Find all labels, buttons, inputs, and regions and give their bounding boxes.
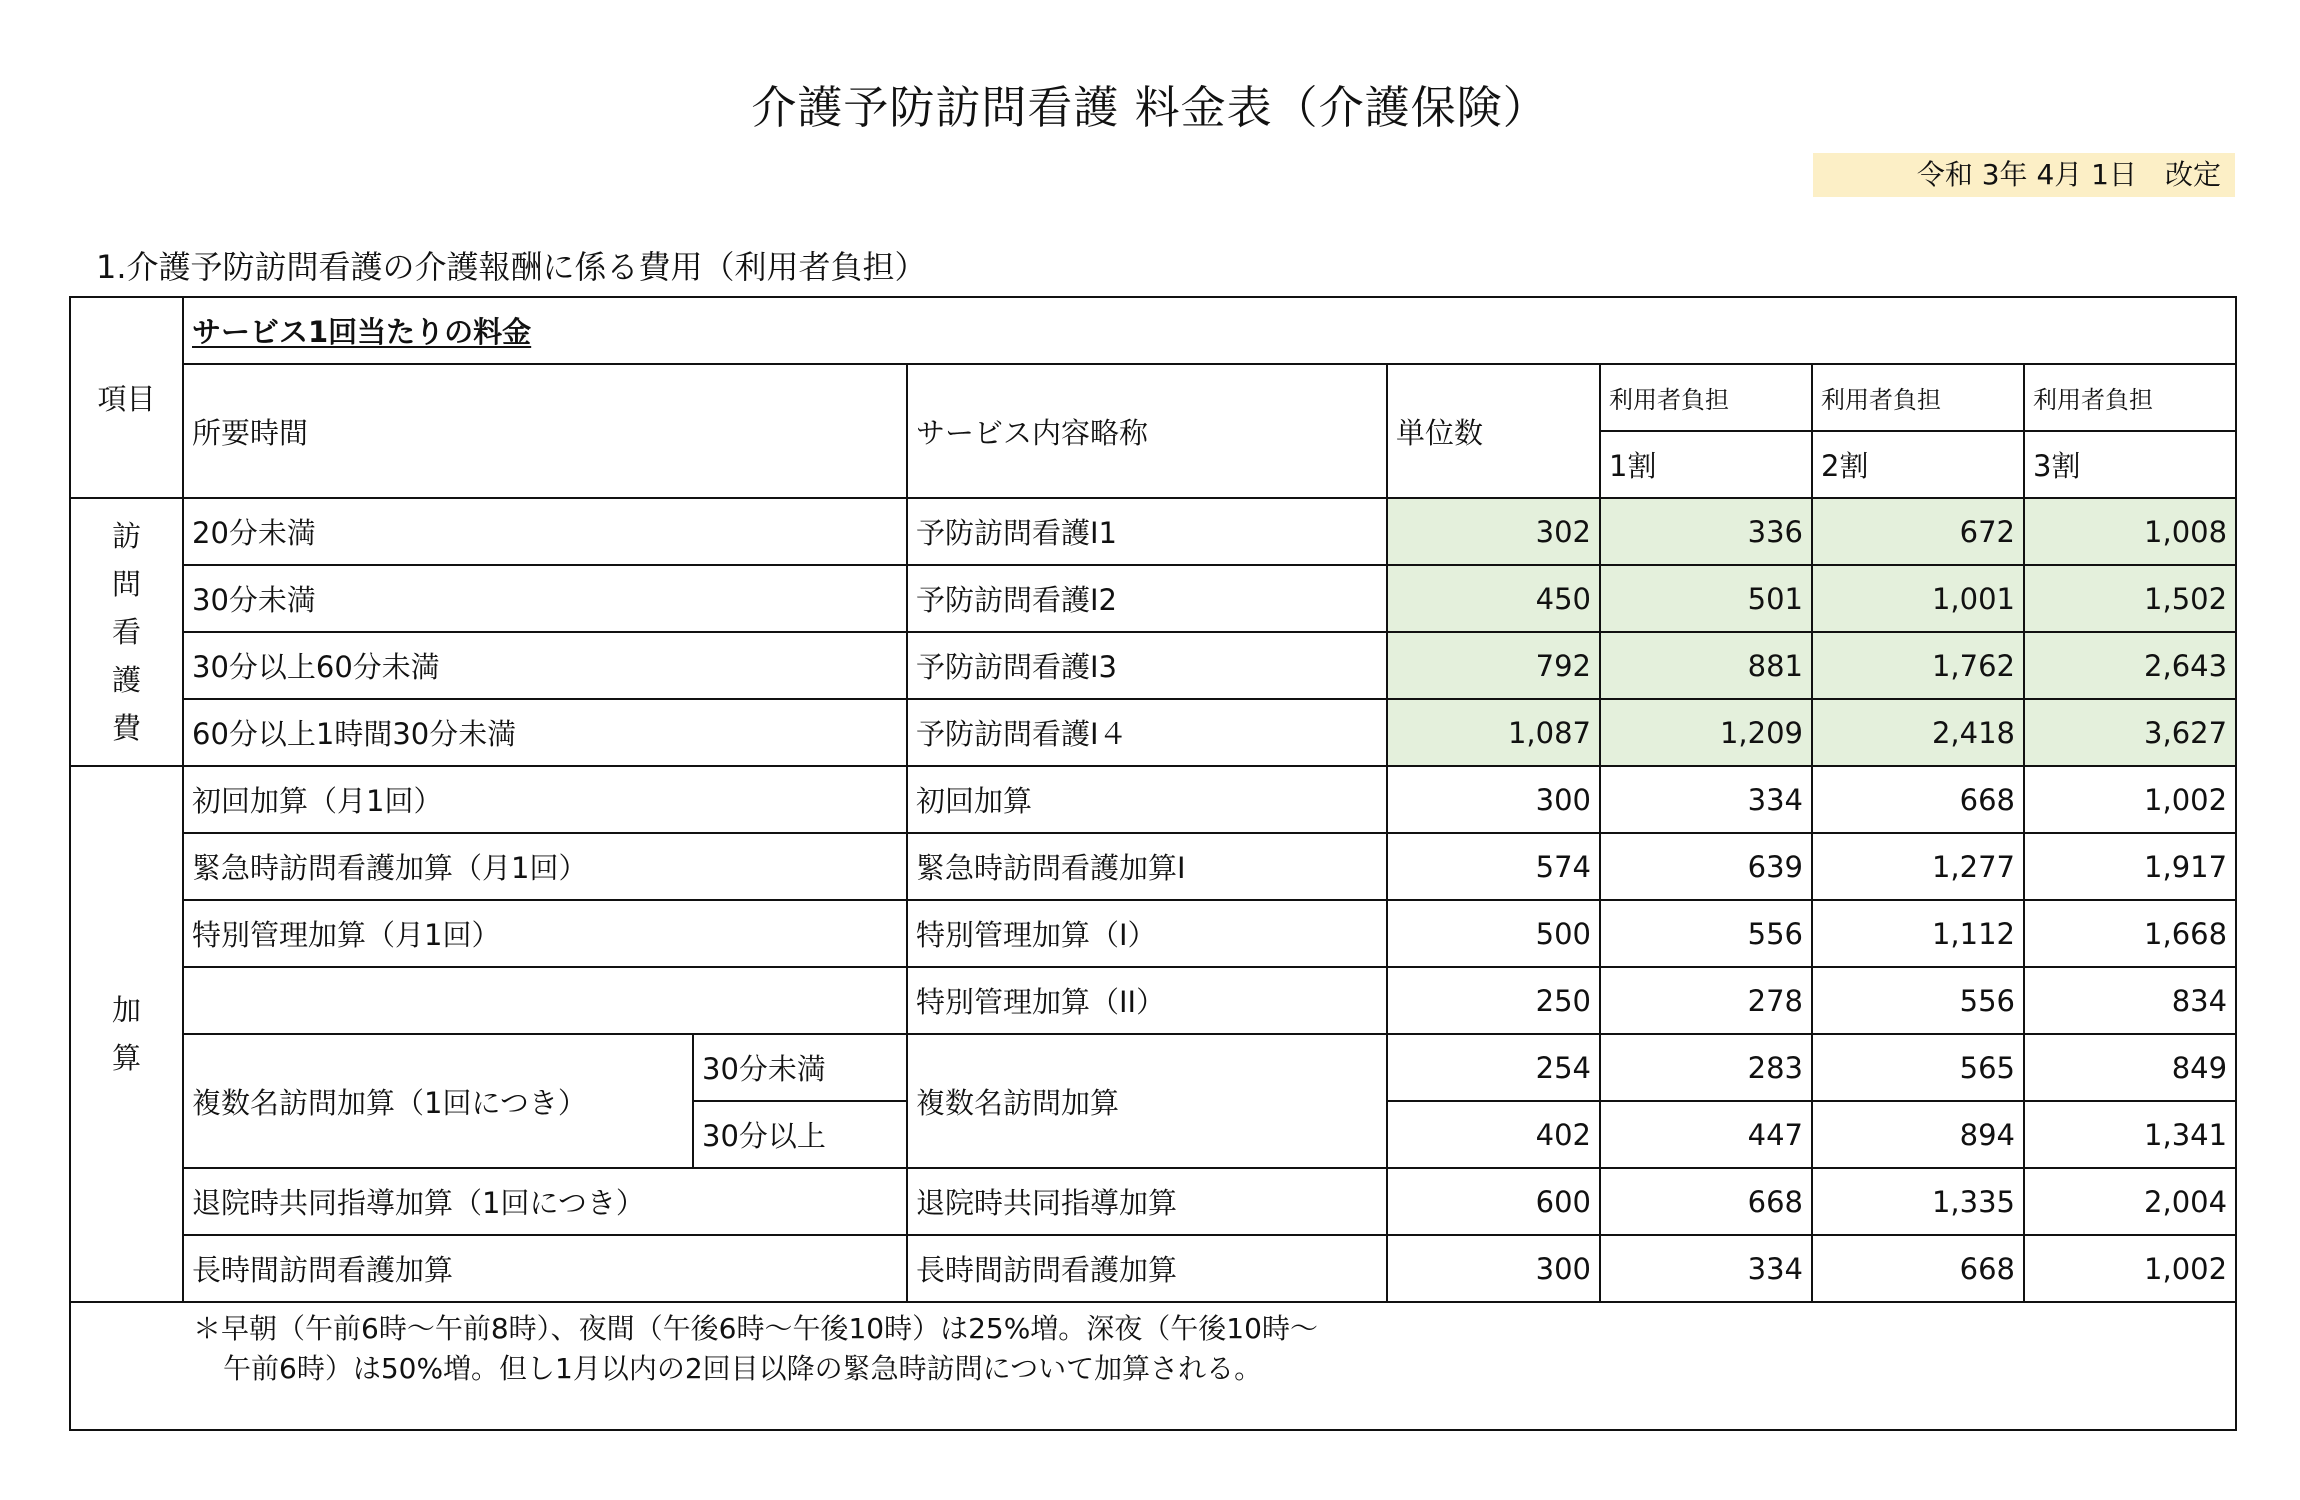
units-cell: 250 xyxy=(1387,967,1600,1034)
units-cell: 792 xyxy=(1387,632,1600,699)
table-row xyxy=(70,699,2236,766)
revision-date: 令和 3年 4月 1日 改定 xyxy=(1813,153,2235,197)
service-header: サービス1回当たりの料金 xyxy=(183,297,2236,364)
table-row xyxy=(70,1168,2236,1235)
service-cell: 特別管理加算（I） xyxy=(907,900,1387,967)
multi-sub-cell: 30分以上 xyxy=(693,1101,907,1168)
units-cell: 574 xyxy=(1387,833,1600,900)
time-cell: 30分以上60分未満 xyxy=(183,632,907,699)
units-cell: 302 xyxy=(1387,498,1600,565)
table-row xyxy=(70,900,2236,967)
units-cell: 300 xyxy=(1387,766,1600,833)
burden-2-cell: 2,418 xyxy=(1812,699,2024,766)
units-cell: 402 xyxy=(1387,1101,1600,1168)
table-row xyxy=(70,766,2236,833)
table-row xyxy=(70,632,2236,699)
table-row xyxy=(70,565,2236,632)
burden-2-cell: 668 xyxy=(1812,1235,2024,1302)
burden-2-cell: 1,112 xyxy=(1812,900,2024,967)
table-row xyxy=(70,498,2236,565)
burden-3-cell: 1,502 xyxy=(2024,565,2236,632)
units-cell: 254 xyxy=(1387,1034,1600,1101)
burden-3-cell: 1,002 xyxy=(2024,766,2236,833)
group-label-char: 問 xyxy=(111,567,141,601)
burden-2-cell: 668 xyxy=(1812,766,2024,833)
time-cell: 60分以上1時間30分未満 xyxy=(183,699,907,766)
multi-service-cell: 複数名訪問加算 xyxy=(907,1034,1387,1168)
document-title: 介護予防訪問看護 料金表（介護保険） xyxy=(751,81,1549,134)
service-cell: 特別管理加算（II） xyxy=(907,967,1387,1034)
burden-1-cell: 336 xyxy=(1600,498,1812,565)
service-cell: 退院時共同指導加算 xyxy=(907,1168,1387,1235)
burden-1-cell: 283 xyxy=(1600,1034,1812,1101)
time-cell: 退院時共同指導加算（1回につき） xyxy=(183,1168,907,1235)
service-cell: 予防訪問看護I1 xyxy=(907,498,1387,565)
burden-1-cell: 881 xyxy=(1600,632,1812,699)
units-cell: 600 xyxy=(1387,1168,1600,1235)
burden-1-cell: 334 xyxy=(1600,766,1812,833)
header-row-2 xyxy=(70,364,2236,431)
note-row xyxy=(70,1302,2236,1430)
time-cell: 初回加算（月1回） xyxy=(183,766,907,833)
time-cell: 長時間訪問看護加算 xyxy=(183,1235,907,1302)
group-label-addition xyxy=(70,766,183,1302)
burden-3-cell: 849 xyxy=(2024,1034,2236,1101)
burden-2-cell: 556 xyxy=(1812,967,2024,1034)
burden-1-cell: 639 xyxy=(1600,833,1812,900)
service-cell: 緊急時訪問看護加算Ⅰ xyxy=(907,833,1387,900)
units-cell: 1,087 xyxy=(1387,699,1600,766)
burden-3-cell: 834 xyxy=(2024,967,2236,1034)
burden-1-cell: 668 xyxy=(1600,1168,1812,1235)
burden-1-cell: 1,209 xyxy=(1600,699,1812,766)
burden-2-cell: 1,001 xyxy=(1812,565,2024,632)
time-cell: 緊急時訪問看護加算（月1回） xyxy=(183,833,907,900)
table-row xyxy=(70,1034,2236,1101)
time-cell: 20分未満 xyxy=(183,498,907,565)
group-label-char: 訪 xyxy=(111,519,141,553)
group-label-char: 護 xyxy=(111,663,141,697)
table-row xyxy=(70,833,2236,900)
footnote-cell xyxy=(70,1302,2236,1430)
footnote-line-1: ＊早朝（午前6時〜午前8時）、夜間（午後6時〜午後10時）は25%増。深夜（午後10時〜 xyxy=(193,1312,1318,1345)
burden-2-cell: 894 xyxy=(1812,1101,2024,1168)
time-cell: 特別管理加算（月1回） xyxy=(183,900,907,967)
col-time-header: 所要時間 xyxy=(183,364,907,498)
table-row xyxy=(70,1235,2236,1302)
burden-1-cell: 447 xyxy=(1600,1101,1812,1168)
burden-3-cell: 1,668 xyxy=(2024,900,2236,967)
service-cell: 予防訪問看護I2 xyxy=(907,565,1387,632)
service-cell: 長時間訪問看護加算 xyxy=(907,1235,1387,1302)
col-units-header: 単位数 xyxy=(1387,364,1600,498)
header-row-1 xyxy=(70,297,2236,364)
col-service-header: サービス内容略称 xyxy=(907,364,1387,498)
burden-3-cell: 1,917 xyxy=(2024,833,2236,900)
units-cell: 300 xyxy=(1387,1235,1600,1302)
units-cell: 450 xyxy=(1387,565,1600,632)
burden-2-cell: 672 xyxy=(1812,498,2024,565)
burden-1-cell: 501 xyxy=(1600,565,1812,632)
burden-1-cell: 556 xyxy=(1600,900,1812,967)
group-label-char: 加 xyxy=(111,993,141,1027)
burden-3-cell: 2,004 xyxy=(2024,1168,2236,1235)
burden-2-cell: 1,762 xyxy=(1812,632,2024,699)
burden-2-cell: 565 xyxy=(1812,1034,2024,1101)
group-label-visit xyxy=(70,498,183,766)
units-cell: 500 xyxy=(1387,900,1600,967)
col-burden-1-header: 利用者負担 xyxy=(1600,364,1812,431)
table-row xyxy=(70,967,2236,1034)
burden-1-cell: 278 xyxy=(1600,967,1812,1034)
footnote-line-2: 午前6時）は50%増。但し1月以内の2回目以降の緊急時訪問について加算される。 xyxy=(223,1352,1263,1385)
footnote xyxy=(71,1303,2235,1389)
service-cell: 予防訪問看護I４ xyxy=(907,699,1387,766)
item-header: 項目 xyxy=(70,297,183,498)
burden-2-cell: 1,335 xyxy=(1812,1168,2024,1235)
group-label-char: 算 xyxy=(111,1041,141,1075)
fee-table xyxy=(69,296,2237,1431)
col-burden-3-header: 利用者負担 xyxy=(2024,364,2236,431)
col-1-wari: 1割 xyxy=(1600,431,1812,498)
multi-label-cell: 複数名訪問加算（1回につき） xyxy=(183,1034,693,1168)
burden-3-cell: 3,627 xyxy=(2024,699,2236,766)
multi-sub-cell: 30分未満 xyxy=(693,1034,907,1101)
burden-3-cell: 1,008 xyxy=(2024,498,2236,565)
time-cell xyxy=(183,967,907,1034)
burden-3-cell: 1,341 xyxy=(2024,1101,2236,1168)
group-label-char: 看 xyxy=(111,615,141,649)
burden-1-cell: 334 xyxy=(1600,1235,1812,1302)
burden-3-cell: 2,643 xyxy=(2024,632,2236,699)
service-cell: 初回加算 xyxy=(907,766,1387,833)
group-label-char: 費 xyxy=(111,711,141,745)
section-heading: 1.介護予防訪問看護の介護報酬に係る費用（利用者負担） xyxy=(96,248,927,286)
burden-2-cell: 1,277 xyxy=(1812,833,2024,900)
col-burden-2-header: 利用者負担 xyxy=(1812,364,2024,431)
service-cell: 予防訪問看護I3 xyxy=(907,632,1387,699)
col-2-wari: 2割 xyxy=(1812,431,2024,498)
col-3-wari: 3割 xyxy=(2024,431,2236,498)
time-cell: 30分未満 xyxy=(183,565,907,632)
burden-3-cell: 1,002 xyxy=(2024,1235,2236,1302)
